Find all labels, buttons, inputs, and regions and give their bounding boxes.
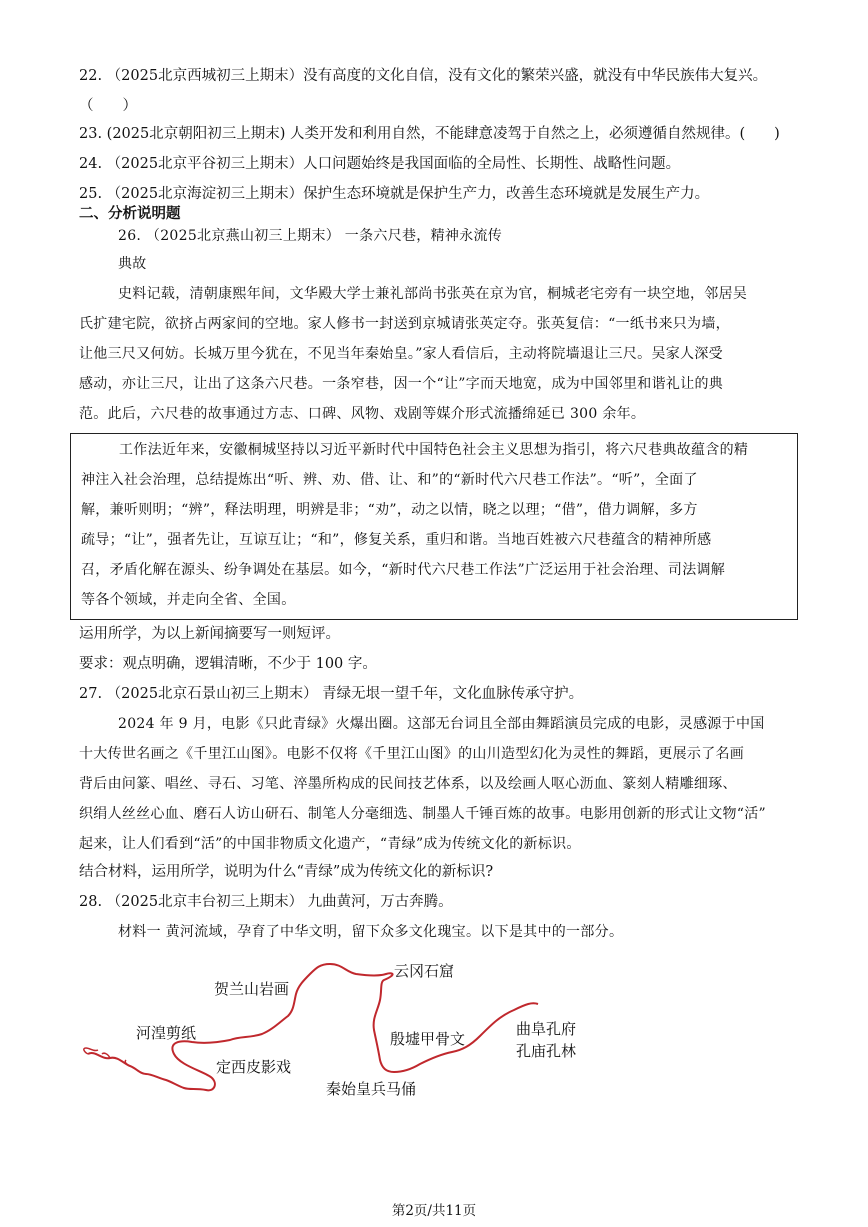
news-line: 疏导；“让”，强者先让，互谅互让；“和”，修复关系，重归和谐。当地百姓被六尺巷蕴含的精神所感 [81, 532, 712, 548]
label-helanshan: 贺兰山岩画 [214, 980, 290, 998]
q27: 27. （2025北京石景山初三上期末） 青绿无垠一望千年，文化血脉传承守护。 [79, 686, 584, 702]
q26-story-line: 感动，亦让三尺，让出了这条六尺巷。一条窄巷，因一个“让”字而天地宽，成为中国邻里和谐礼让的典 [79, 376, 724, 392]
q26: 26. （2025北京燕山初三上期末） 一条六尺巷，精神永流传 [118, 228, 503, 244]
q26-story-line: 范。此后，六尺巷的故事通过方志、口碑、风物、戏剧等媒介形式流播绵延已 300 余年。 [79, 406, 646, 422]
news-line: 等各个领域，并走向全省、全国。 [81, 592, 296, 608]
q27-text-line: 背后由问篆、唱丝、寻石、习笔、淬墨所构成的民间技艺体系，以及绘画人呕心沥血、篆刻人精雕细琢、 [79, 776, 737, 792]
q28-material-1: 材料一 黄河流域，孕育了中华文明，留下众多文化瑰宝。以下是其中的一部分。 [118, 924, 624, 940]
page-footer: 第2页/共11页 [391, 1203, 477, 1219]
q26-story-line: 让他三尺又何妨。长城万里今犹在，不见当年秦始皇。”家人看信后，主动将院墙退让三尺。吴家人深受 [79, 346, 723, 362]
q22: 22. （2025北京西城初三上期末）没有高度的文化自信，没有文化的繁荣兴盛，就没有中华民族伟大复兴。 [79, 68, 768, 84]
label-qinshihuang: 秦始皇兵马俑 [326, 1080, 417, 1098]
news-box [70, 433, 798, 620]
q28: 28. （2025北京丰台初三上期末） 九曲黄河，万古奔腾。 [79, 894, 453, 910]
q25: 25. （2025北京海淀初三上期末）保护生态环境就是保护生产力，改善生态环境就是发展生产力。 [79, 186, 710, 202]
label-yungang: 云冈石窟 [394, 962, 455, 980]
label-dingxi: 定西皮影戏 [216, 1058, 292, 1076]
label-qufu2: 孔庙孔林 [516, 1042, 577, 1060]
q27-text-line: 织绢人丝丝心血、磨石人访山研石、制笔人分毫细选、制墨人千锤百炼的故事。电影用创新的形式让文物“活” [79, 806, 767, 822]
q26-story-line: 氏扩建宅院，欲挤占两家间的空地。家人修书一封送到京城请张英定夺。张英复信：“一纸书来只为墙， [79, 316, 730, 332]
news-line: 召，矛盾化解在源头、纷争调处在基层。如今，“新时代六尺巷工作法”广泛运用于社会治理、司法调解 [81, 562, 726, 578]
news-line: 解，兼听则明；“辨”，释法明理，明辨是非；“劝”，动之以情，晓之以理；“借”，借力调解，多方 [81, 502, 698, 518]
q26-diangu: 典故 [118, 256, 147, 272]
q26-story-line: 史料记载，清朝康熙年间，文华殿大学士兼礼部尚书张英在京为官，桐城老宅旁有一块空地，邻居吴 [118, 286, 748, 302]
q23: 23. (2025北京朝阳初三上期末) 人类开发和利用自然，不能肆意凌驾于自然之上，必须遵循自然规律。( ) [79, 126, 780, 142]
label-qufu1: 曲阜孔府 [516, 1020, 577, 1038]
q26-task: 运用所学，为以上新闻摘要写一则短评。 [79, 626, 340, 642]
q24: 24. （2025北京平谷初三上期末）人口问题始终是我国面临的全局性、长期性、战略性问题。 [79, 156, 681, 172]
yellow-river-map [80, 950, 640, 1100]
label-yinxu: 殷墟甲骨文 [390, 1030, 466, 1048]
q22-answer-blank: （ ） [79, 98, 137, 114]
q26-requirement: 要求：观点明确，逻辑清晰，不少于 100 字。 [79, 656, 377, 672]
news-line: 神注入社会治理，总结提炼出“听、辨、劝、借、让、和”的“新时代六尺巷工作法”。“听”，全面了 [81, 472, 698, 488]
label-huangzhong: 河湟剪纸 [136, 1024, 197, 1042]
q27-text-line: 2024 年 9 月，电影《只此青绿》火爆出圈。这部无台词且全部由舞蹈演员完成的电影，灵感源于中国 [118, 716, 765, 732]
q27-task: 结合材料，运用所学，说明为什么“青绿”成为传统文化的新标识? [79, 864, 494, 880]
yellow-river-tributary [84, 1048, 130, 1066]
q27-text-line: 起来，让人们看到“活”的中国非物质文化遗产，“青绿”成为传统文化的新标识。 [79, 836, 581, 852]
q27-text-line: 十大传世名画之《千里江山图》。电影不仅将《千里江山图》的山川造型幻化为灵性的舞蹈，更展示了名画 [79, 746, 745, 762]
section-title: 二、分析说明题 [79, 205, 181, 222]
news-line: 工作法近年来，安徽桐城坚持以习近平新时代中国特色社会主义思想为指引，将六尺巷典故蕴含的精 [119, 442, 749, 458]
